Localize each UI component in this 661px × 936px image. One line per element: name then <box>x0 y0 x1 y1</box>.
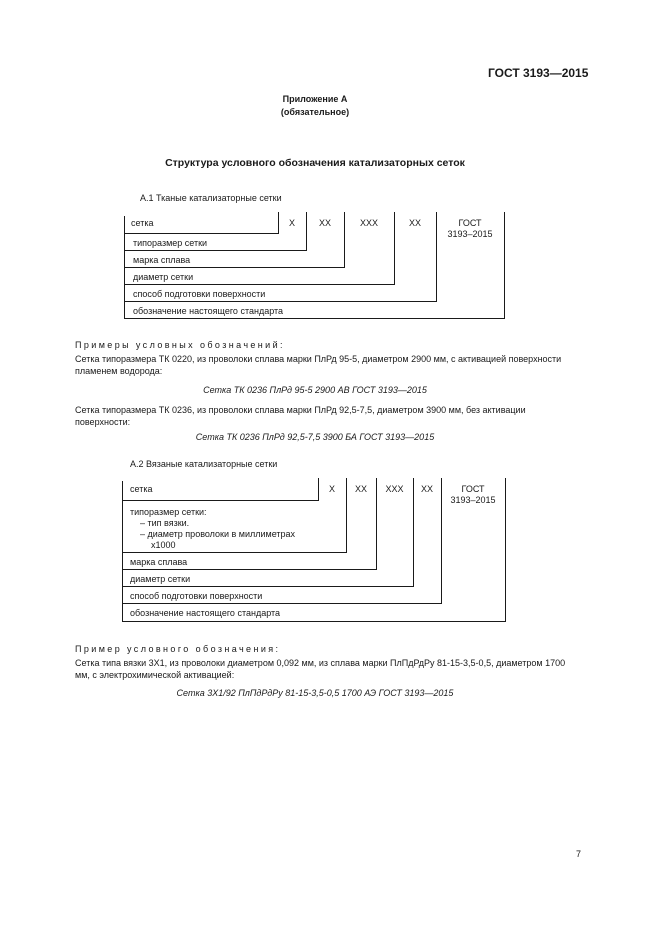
a2-line <box>441 478 442 604</box>
examples-heading: Примеры условных обозначений: <box>75 340 285 350</box>
a2-line <box>122 621 505 622</box>
example-3-code: Сетка 3Х1/92 ПлПдРдРу 81-15-3,5-0,5 1700 АЭ ГОСТ 3193—2015 <box>176 688 454 698</box>
diagram-a2-caption: А.2 Вязаные катализаторные сетки <box>130 459 278 469</box>
a2-size-item: х1000 <box>151 540 176 550</box>
a1-code-2: ХХ <box>318 218 331 228</box>
a2-std-line-2: 3193–2015 <box>450 495 496 505</box>
a2-line <box>122 552 346 553</box>
a2-label-diameter: диаметр сетки <box>130 574 191 584</box>
a1-line <box>344 212 345 268</box>
a1-line <box>124 267 344 268</box>
a1-line <box>124 233 278 234</box>
appendix-title: Приложение А <box>282 94 348 104</box>
diagram-a1-caption: А.1 Тканые катализаторные сетки <box>140 193 282 203</box>
a1-code-4: ХХ <box>408 218 421 228</box>
a2-line <box>122 569 376 570</box>
a1-std-line-1: ГОСТ <box>458 218 482 228</box>
a2-line <box>505 478 506 622</box>
a2-label-size: типоразмер сетки: <box>130 507 207 517</box>
a1-line <box>124 318 505 319</box>
a1-label-alloy: марка сплава <box>133 255 191 265</box>
a1-line <box>306 212 307 251</box>
a2-line <box>413 478 414 587</box>
a1-line <box>124 301 436 302</box>
a2-line <box>318 478 319 501</box>
example-heading: Пример условного обозначения: <box>75 644 281 654</box>
a1-label-diameter: диаметр сетки <box>133 272 194 282</box>
a1-line <box>436 212 437 302</box>
a1-std-line-2: 3193–2015 <box>447 229 493 239</box>
a2-line <box>122 603 441 604</box>
a1-line <box>394 212 395 285</box>
a1-label-surface: способ подготовки поверхности <box>133 289 266 299</box>
a1-line <box>504 212 505 319</box>
a1-label-size: типоразмер сетки <box>133 238 208 248</box>
a1-label-standard: обозначение настоящего стандарта <box>133 306 284 316</box>
a1-line <box>124 284 394 285</box>
a2-label-standard: обозначение настоящего стандарта <box>130 608 281 618</box>
a2-size-item: – диаметр проволоки в миллиметрах <box>140 529 296 539</box>
a2-size-item: – тип вязки. <box>140 518 190 528</box>
example-1-code: Сетка ТК 0236 ПлРд 95-5 2900 АВ ГОСТ 3193—2015 <box>203 385 427 395</box>
a2-label-alloy: марка сплава <box>130 557 188 567</box>
example-2-text: Сетка типоразмера ТК 0236, из проволоки сплава марки ПлРд 92,5-7,5, диаметром 3900 мм, без активации поверхности: <box>75 405 526 427</box>
a2-code-2: ХХ <box>354 484 367 494</box>
example-3-text: Сетка типа вязки 3Х1, из проволоки диаметром 0,092 мм, из сплава марки ПлПдРдРу 81-15-3,5-0,5, диаметром 1700 мм, с электрохимической активацией: <box>75 658 566 680</box>
appendix-status: (обязательное) <box>280 107 350 117</box>
a1-line <box>278 212 279 234</box>
a2-std-line-1: ГОСТ <box>461 484 485 494</box>
a2-code-1: Х <box>328 484 335 494</box>
a2-line <box>346 478 347 553</box>
a2-code-4: ХХ <box>420 484 433 494</box>
section-title: Структура условного обозначения катализаторных сеток <box>165 157 465 169</box>
a2-line <box>122 586 413 587</box>
a1-code-3: ХХХ <box>359 218 378 228</box>
a2-first-label: сетка <box>130 484 153 494</box>
document-id: ГОСТ 3193—2015 <box>488 66 589 80</box>
a2-label-surface: способ подготовки поверхности <box>130 591 263 601</box>
a2-line <box>376 478 377 570</box>
a1-line <box>124 250 306 251</box>
a1-first-label: сетка <box>131 218 154 228</box>
example-2-code: Сетка ТК 0236 ПлРд 92,5-7,5 3900 БА ГОСТ 3193—2015 <box>195 432 435 442</box>
page-number: 7 <box>576 849 582 859</box>
a2-code-3: ХХХ <box>385 484 404 494</box>
a2-line <box>122 500 318 501</box>
a1-code-1: Х <box>288 218 295 228</box>
example-1-text: Сетка типоразмера ТК 0220, из проволоки сплава марки ПлРд 95-5, диаметром 2900 мм, с активацией поверхности пламенем водорода: <box>75 354 562 376</box>
